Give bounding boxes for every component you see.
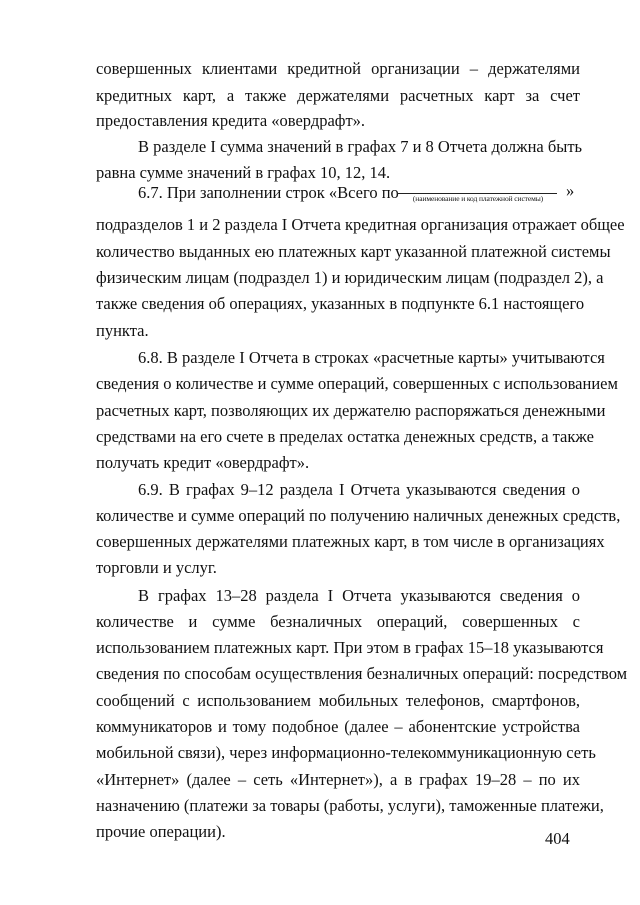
closing-quote: » <box>566 181 575 200</box>
text-line: совершенных держателями платежных карт, в том числе в организациях <box>96 532 605 551</box>
text-line: количестве и сумме безналичных операций, совершенных с <box>96 612 580 631</box>
text-line: кредитных карт, а также держателями расчетных карт за счет <box>96 86 580 105</box>
text-line: пункта. <box>96 321 149 340</box>
text-line: сведения по способам осуществления безналичных операций: посредством <box>96 664 628 683</box>
text-line: назначению (платежи за товары (работы, услуги), таможенные платежи, <box>96 796 604 815</box>
text-line: также сведения об операциях, указанных в подпункте 6.1 настоящего <box>96 294 585 313</box>
text-line: В графах 13–28 раздела I Отчета указываются сведения о <box>138 586 580 605</box>
text-line: подразделов 1 и 2 раздела I Отчета кредитная организация отражает общее <box>96 215 625 234</box>
text-line: количество выданных ею платежных карт указанной платежной системы <box>96 242 611 261</box>
text-line: предоставления кредита «овердрафт». <box>96 111 366 130</box>
text-line: сведения о количестве и сумме операций, совершенных с использованием <box>96 374 618 393</box>
text-line: прочие операции). <box>96 822 226 841</box>
text-line: коммуникаторов и тому подобное (далее – абонентские устройства <box>96 717 580 736</box>
text-line: расчетных карт, позволяющих их держателю распоряжаться денежными <box>96 401 606 420</box>
text-line: 6.9. В графах 9–12 раздела I Отчета указываются сведения о <box>138 480 580 499</box>
field-caption: (наименование и код платежной системы) <box>412 194 544 203</box>
text-line: торговли и услуг. <box>96 558 217 577</box>
text-line: физическим лицам (подраздел 1) и юридическим лицам (подраздел 2), а <box>96 268 604 287</box>
text-line: равна сумме значений в графах 10, 12, 14. <box>96 163 391 182</box>
text-line: совершенных клиентами кредитной организации – держателями <box>96 59 580 78</box>
page-number: 404 <box>545 829 570 848</box>
text-line: средствами на его счете в пределах остатка денежных средств, а также <box>96 427 594 446</box>
text-line: 6.7. При заполнении строк «Всего по <box>138 183 399 202</box>
text-line: «Интернет» (далее – сеть «Интернет»), а в графах 19–28 – по их <box>96 770 580 789</box>
text-line: использованием платежных карт. При этом в графах 15–18 указываются <box>96 638 604 657</box>
text-line: сообщений с использованием мобильных телефонов, смартфонов, <box>96 691 580 710</box>
text-line: получать кредит «овердрафт». <box>96 453 310 472</box>
text-line: В разделе I сумма значений в графах 7 и 8 Отчета должна быть <box>138 137 583 156</box>
text-line: количестве и сумме операций по получению наличных денежных средств, <box>96 506 621 525</box>
text-line: 6.8. В разделе I Отчета в строках «расчетные карты» учитываются <box>138 348 605 367</box>
text-line: мобильной связи), через информационно-телекоммуникационную сеть <box>96 743 596 762</box>
